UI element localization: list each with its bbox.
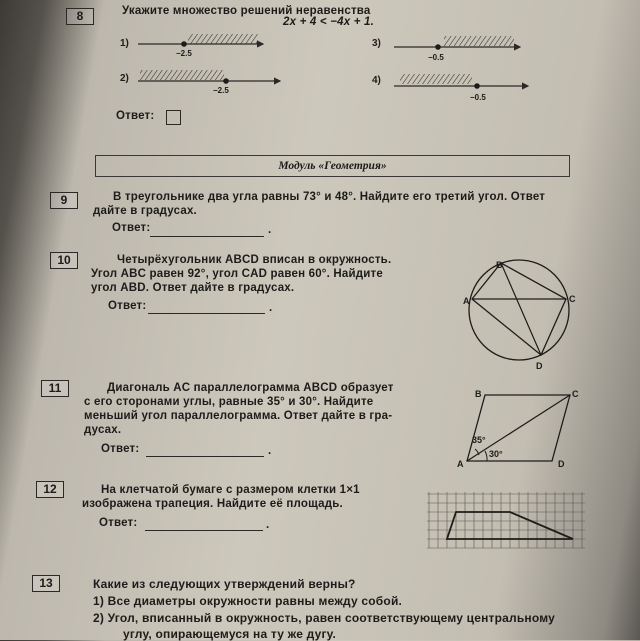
- task8-inequality: 2x + 4 < −4x + 1.: [283, 16, 375, 28]
- task8-answer-box[interactable]: [166, 110, 181, 125]
- option3-label: 3): [372, 38, 381, 49]
- task10-answer-label: Ответ:: [108, 300, 147, 312]
- task12-text-line1: На клетчатой бумаге с размером клетки 1×1: [101, 484, 360, 496]
- task-number-10: 10: [50, 252, 78, 269]
- option4-label: 4): [372, 75, 381, 86]
- diagonal-bd: [501, 263, 541, 355]
- task-number-12: 12: [36, 481, 64, 498]
- task11-text-line4: дусах.: [84, 424, 122, 436]
- vertex-c-label: C: [572, 389, 579, 399]
- option1-label: 1): [120, 38, 129, 49]
- task10-text-line3: угол ABD. Ответ дайте в градусах.: [91, 282, 295, 294]
- option1-hatch: [188, 34, 258, 44]
- task-number-11: 11: [41, 380, 69, 397]
- task10-text-line1: Четырёхугольник ABCD вписан в окружность.: [117, 254, 392, 266]
- vertex-a-label: A: [457, 459, 464, 469]
- angle-30-label: 30°: [489, 449, 503, 459]
- option1-point: [181, 41, 187, 47]
- task9-text-line2: дайте в градусах.: [93, 205, 197, 217]
- option3-value: −0.5: [428, 53, 444, 62]
- vertex-d-label: D: [536, 361, 543, 371]
- vertex-d-label: D: [558, 459, 565, 469]
- option4-hatch: [400, 74, 472, 84]
- task9-answer-label: Ответ:: [112, 222, 151, 234]
- vertex-b-label: B: [496, 260, 503, 270]
- task11-answer-line[interactable]: [146, 456, 264, 457]
- vertex-a-label: A: [463, 296, 470, 306]
- task9-text-line1: В треугольнике два угла равны 73° и 48°. Найдите его третий угол. Ответ: [113, 191, 546, 203]
- task12-answer-label: Ответ:: [99, 517, 138, 529]
- option2-point: [223, 78, 229, 84]
- quadrilateral-abcd: [472, 263, 566, 355]
- task11-answer-label: Ответ:: [101, 443, 140, 455]
- task13-text-line1: Какие из следующих утверждений верны?: [93, 577, 356, 591]
- task12-text-line2: изображена трапеция. Найдите её площадь.: [82, 498, 343, 510]
- task13-text-line2: 1) Все диаметры окружности равны между собой.: [93, 594, 403, 608]
- parallelogram-figure: [455, 385, 585, 475]
- circumscribed-circle: [469, 260, 569, 360]
- task13-text-line4: углу, опирающемуся на ту же дугу.: [123, 627, 337, 641]
- angle-35-label: 35°: [472, 435, 486, 445]
- task8-text: Укажите множество решений неравенства: [122, 5, 371, 17]
- task11-answer-dot: .: [268, 445, 272, 457]
- task9-answer-dot: .: [268, 224, 272, 236]
- task-number-8: 8: [66, 8, 94, 25]
- task8-answer-label: Ответ:: [116, 110, 155, 122]
- option2-hatch: [140, 70, 224, 80]
- vertex-b-label: B: [475, 389, 482, 399]
- task10-text-line2: Угол ABC равен 92°, угол CAD равен 60°. Найдите: [91, 268, 383, 280]
- module-geometry-header: Модуль «Геометрия»: [95, 155, 570, 177]
- option4-value: −0.5: [470, 93, 486, 102]
- number-line-options: [110, 30, 540, 110]
- angle-30-arc: [485, 451, 487, 461]
- task-number-9: 9: [50, 192, 78, 209]
- task12-answer-dot: .: [266, 519, 270, 531]
- vertex-c-label: C: [569, 294, 576, 304]
- task-number-13: 13: [32, 575, 60, 592]
- task10-answer-dot: .: [269, 302, 273, 314]
- task11-text-line2: с его сторонами углы, равные 35° и 30°. Найдите: [84, 396, 374, 408]
- option2-value: −2.5: [213, 86, 229, 95]
- option3-hatch: [444, 36, 514, 46]
- option2-label: 2): [120, 73, 129, 84]
- task12-answer-line[interactable]: [145, 530, 263, 531]
- task11-text-line3: меньший угол параллелограмма. Ответ дайте в гра-: [84, 410, 393, 422]
- task13-text-line3: 2) Угол, вписанный в окружность, равен соответствующему центральному: [93, 611, 556, 625]
- option3-point: [435, 44, 441, 50]
- task9-answer-line[interactable]: [150, 236, 264, 237]
- option4-point: [474, 83, 480, 89]
- option1-value: −2.5: [176, 49, 192, 58]
- task11-text-line1: Диагональ AC параллелограмма ABCD образует: [107, 382, 394, 394]
- grid-trapezoid-figure: [425, 490, 590, 550]
- inscribed-quadrilateral-figure: [455, 255, 590, 375]
- task10-answer-line[interactable]: [148, 313, 265, 314]
